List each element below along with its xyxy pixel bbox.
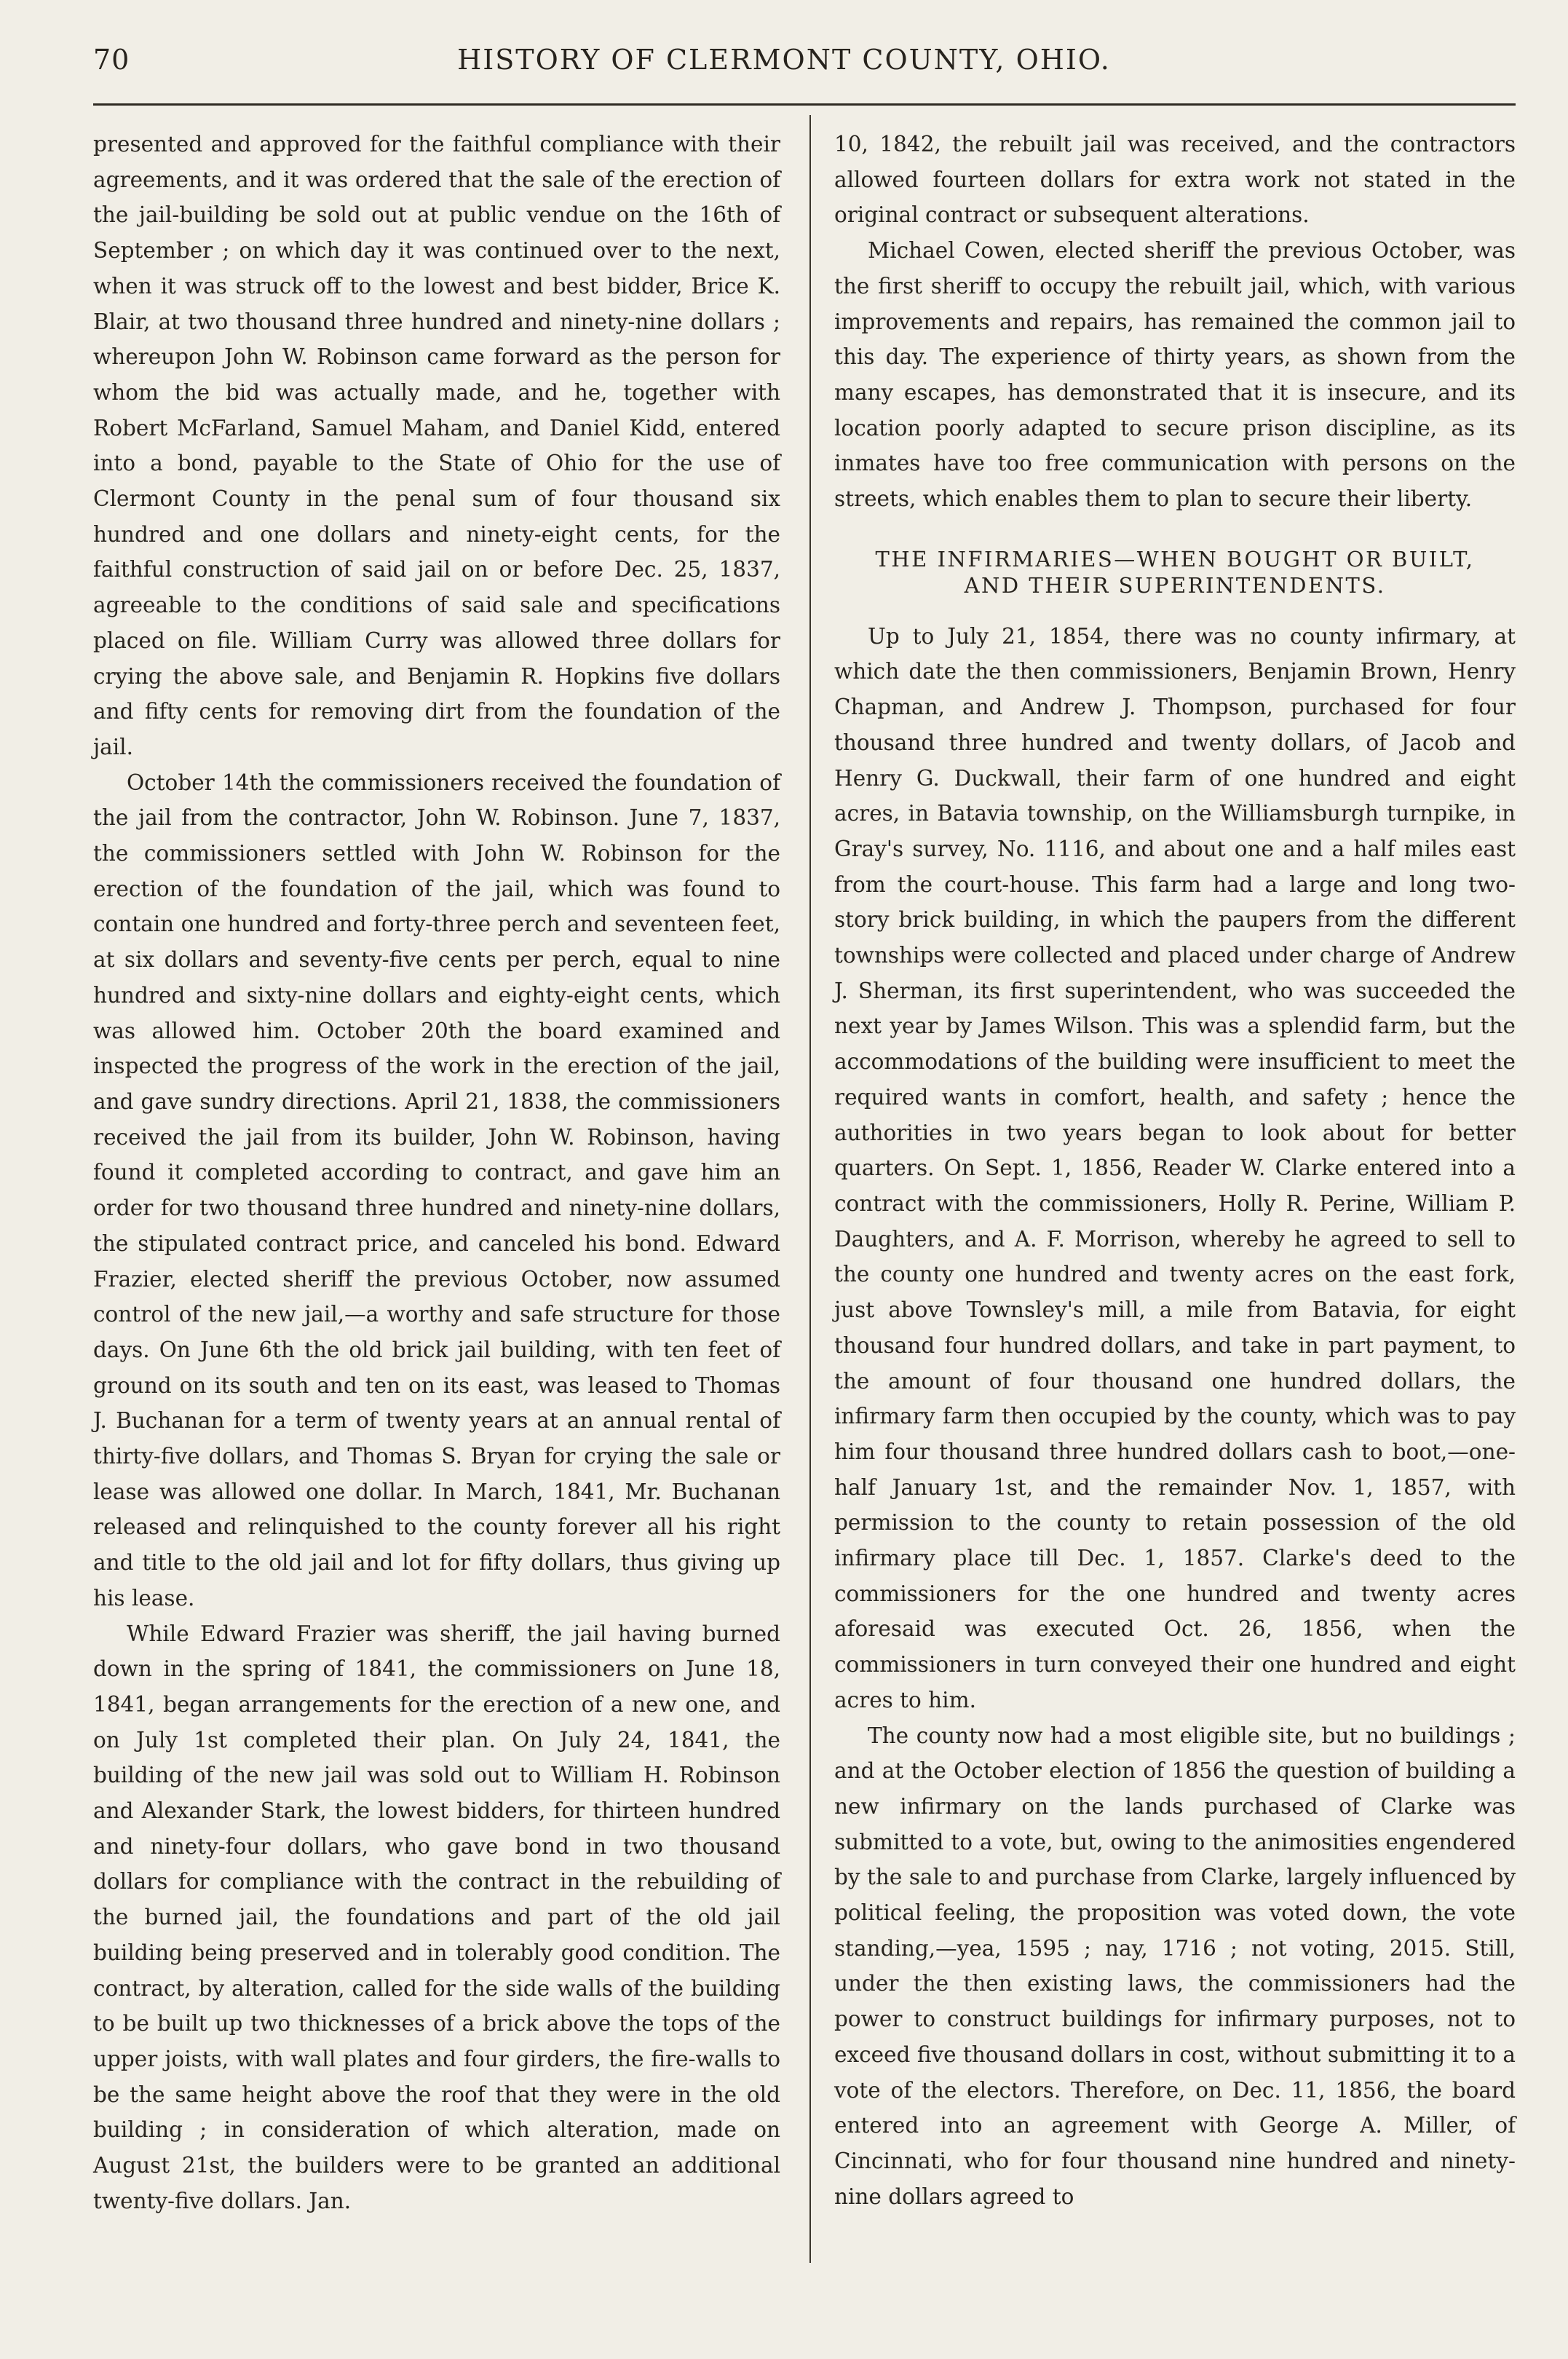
section-heading-line: AND THEIR SUPERINTENDENTS. — [964, 572, 1386, 598]
header-rule — [93, 103, 1516, 106]
section-heading — [834, 546, 1516, 598]
paragraph: presented and approved for the faithful compliance with their agreements, and it was ordered that the sale of the erection of the jail-building be sold out at public vendue on the 16th of September ; on which day it was continued over to the next, when it was struck off to the lowest and best bidder, Brice K. Blair, at two thousand three hundred and ninety-nine dollars ; whereupon John W. Robinson came forward as the person for whom the bid was actually made, and he, together with Robert McFarland, Samuel Maham, and Daniel Kidd, entered into a bond, payable to the State of Ohio for the use of Clermont County in the penal sum of four thousand six hundred and one dollars and ninety-eight cents, for the faithful construction of said jail on or before Dec. 25, 1837, agreeable to the conditions of said sale and specifications placed on file. William Curry was allowed three dollars for crying the above sale, and Benjamin R. Hopkins five dollars and fifty cents for removing dirt from the foundation of the jail. — [93, 132, 780, 759]
paragraph: 10, 1842, the rebuilt jail was received, and the contractors allowed fourteen dollars for extra work not stated in the original contract or subsequent alterations. — [834, 132, 1516, 228]
paragraph: Up to July 21, 1854, there was no county infirmary, at which date the then commissioners, Benjamin Brown, Henry Chapman, and Andrew J. Thompson, purchased for four thousand three hundred and twenty dollars, of Jacob and Henry G. Duckwall, their farm of one hundred and eight acres, in Batavia township, on the Williamsburgh turnpike, in Gray's survey, No. 1116, and about one and a half miles east from the court-house. This farm had a large and long two-story brick building, in which the paupers from the different townships were collected and placed under charge of Andrew J. Sherman, its first superintendent, who was succeeded the next year by James Wilson. This was a splendid farm, but the accommodations of the building were insufficient to meet the required wants in comfort, health, and safety ; hence the authorities in two years began to look about for better quarters. On Sept. 1, 1856, Reader W. Clarke entered into a contract with the commissioners, Holly R. Perine, William P. Daughters, and A. F. Morrison, whereby he agreed to sell to the county one hundred and twenty acres on the east fork, just above Townsley's mill, a mile from Batavia, for eight thousand four hundred dollars, and take in part payment, to the amount of four thousand one hundred dollars, the infirmary farm then occupied by the county, which was to pay him four thousand three hundred dollars cash to boot,—one-half January 1st, and the remainder Nov. 1, 1857, with permission to the county to retain possession of the old infirmary place till Dec. 1, 1857. Clarke's deed to the commissioners for the one hundred and twenty acres aforesaid was executed Oct. 26, 1856, when the commissioners in turn conveyed their one hundred and eight acres to him. — [834, 623, 1516, 1712]
section-heading-line: THE INFIRMARIES—WHEN BOUGHT OR BUILT, — [875, 546, 1475, 572]
paragraph: The county now had a most eligible site, but no buildings ; and at the October election of 1856 the question of building a new infirmary on the lands purchased of Clarke was submitted to a vote, but, owing to the animosities engendered by the sale to and purchase from Clarke, largely influenced by political feeling, the proposition was voted down, the vote standing,—yea, 1595 ; nay, 1716 ; not voting, 2015. Still, under the then existing laws, the commissioners had the power to construct buildings for infirmary purposes, not to exceed five thousand dollars in cost, without submitting it to a vote of the electors. Therefore, on Dec. 11, 1856, the board entered into an agreement with George A. Miller, of Cincinnati, who for four thousand nine hundred and ninety-nine dollars agreed to — [834, 1723, 1516, 2209]
right-column — [834, 127, 1516, 2214]
page-number: 70 — [93, 44, 130, 76]
paragraph: Michael Cowen, elected sheriff the previous October, was the first sheriff to occupy the rebuilt jail, which, with various improvements and repairs, has remained the common jail to this day. The experience of thirty years, as shown from the many escapes, has demonstrated that it is insecure, and its location poorly adapted to secure prison discipline, as its inmates have too free communication with persons on the streets, which enables them to plan to secure their liberty. — [834, 238, 1516, 512]
paragraph: While Edward Frazier was sheriff, the jail having burned down in the spring of 1841, the commissioners on June 18, 1841, began arrangements for the erection of a new one, and on July 1st completed their plan. On July 24, 1841, the building of the new jail was sold out to William H. Robinson and Alexander Stark, the lowest bidders, for thirteen hundred and ninety-four dollars, who gave bond in two thousand dollars for compliance with the contract in the rebuilding of the burned jail, the foundations and part of the old jail building being preserved and in tolerably good condition. The contract, by alteration, called for the side walls of the building to be built up two thicknesses of a brick above the tops of the upper joists, with wall plates and four girders, the fire-walls to be the same height above the roof that they were in the old building ; in consideration of which alteration, made on August 21st, the builders were to be granted an additional twenty-five dollars. Jan. — [93, 1621, 780, 2213]
running-title: HISTORY OF CLERMONT COUNTY, OHIO. — [457, 44, 1111, 76]
left-column — [93, 127, 780, 2218]
column-divider — [809, 115, 811, 2263]
paragraph: October 14th the commissioners received the foundation of the jail from the contractor, John W. Robinson. June 7, 1837, the commissioners settled with John W. Robinson for the erection of the foundation of the jail, which was found to contain one hundred and forty-three perch and seventeen feet, at six dollars and seventy-five cents per perch, equal to nine hundred and sixty-nine dollars and eighty-eight cents, which was allowed him. October 20th the board examined and inspected the progress of the work in the erection of the jail, and gave sundry directions. April 21, 1838, the commissioners received the jail from its builder, John W. Robinson, having found it completed according to contract, and gave him an order for two thousand three hundred and ninety-nine dollars, the stipulated contract price, and canceled his bond. Edward Frazier, elected sheriff the previous October, now assumed control of the new jail,—a worthy and safe structure for those days. On June 6th the old brick jail building, with ten feet of ground on its south and ten on its east, was leased to Thomas J. Buchanan for a term of twenty years at an annual rental of thirty-five dollars, and Thomas S. Bryan for crying the sale or lease was allowed one dollar. In March, 1841, Mr. Buchanan released and relinquished to the county forever all his right and title to the old jail and lot for fifty dollars, thus giving up his lease. — [93, 770, 780, 1611]
page-header — [93, 44, 1475, 87]
